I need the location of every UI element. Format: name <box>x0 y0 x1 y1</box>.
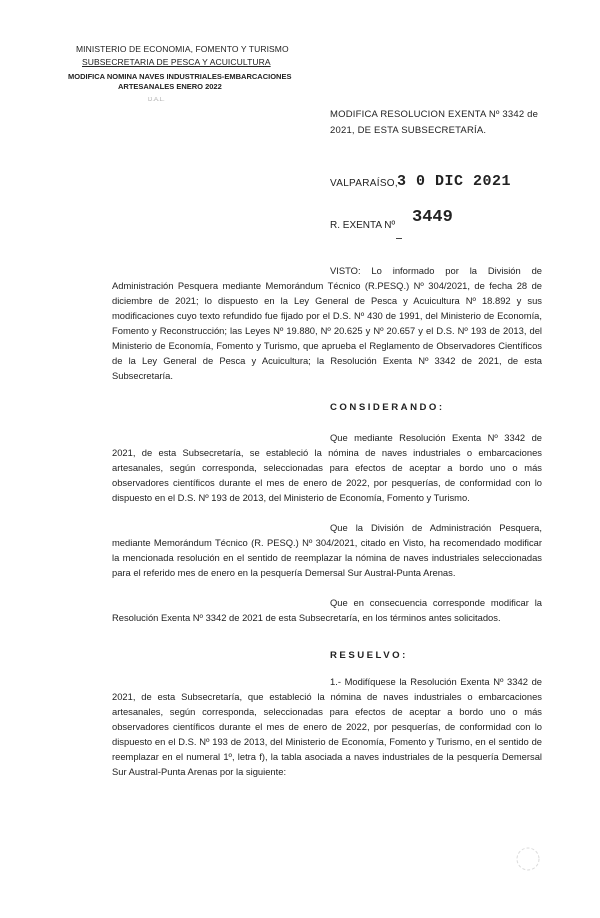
considerando-heading: CONSIDERANDO: <box>330 402 445 413</box>
ministry-name: MINISTERIO DE ECONOMIA, FOMENTO Y TURISMO <box>76 44 289 54</box>
considerando-paragraph-2: Que la División de Administración Pesquera, mediante Memorándum Técnico (R. PESQ.) Nº 304/2021, citado en Visto, ha recomendado modificar la mencionada resolución en el sentido de reemplazar la nómina de naves industriales seleccionadas para el referido mes de enero en la pesquería Demersal Sur Austral-Punta Arenas. <box>112 522 542 578</box>
considerando-paragraph-3: Que en consecuencia corresponde modificar la Resolución Exenta Nº 3342 de 2021 de esta Subsecretaría, en los términos antes solicitados. <box>112 597 542 623</box>
document-title <box>330 107 560 139</box>
subsecretaria-name: SUBSECRETARIA DE PESCA Y ACUICULTURA <box>82 57 271 67</box>
considerando-paragraph-1: Que mediante Resolución Exenta Nº 3342 de 2021, de esta Subsecretaría, se estableció la nómina de naves industriales o embarcaciones artesanales, según corresponda, seleccionadas para efectos de aceptar a bordo uno o más observadores científicos durante el mes de enero de 2022, por pesquerías, de conformidad con lo dispuesto en el D.S. Nº 193 de 2013, del Ministerio de Economía, Fomento y Turismo. <box>112 432 542 503</box>
resuelvo-paragraph-1: 1.- Modifíquese la Resolución Exenta Nº 3342 de 2021, de esta Subsecretaría, que estableció la nómina de naves industriales o embarcaciones artesanales, según corresponda, seleccionadas para efectos de aceptar a bordo uno o más observadores científicos durante el mes de enero de 2022, por pesquerías, de conformidad con lo dispuesto en el D.S. Nº 193 de 2013, del Ministerio de Economía, Fomento y Turismo, en el sentido de reemplazar en el numeral 1º, letra f), la tabla asociada a naves industriales de la pesquería Demersal Sur Austral-Punta Arenas por la siguiente: <box>112 676 542 777</box>
subject-line-2: ARTESANALES ENERO 2022 <box>118 82 222 91</box>
corner-mark-icon <box>514 845 542 873</box>
resuelvo-heading: RESUELVO: <box>330 650 408 661</box>
resolution-dash <box>396 238 402 239</box>
title-line-2: 2021, DE ESTA SUBSECRETARÍA. <box>330 125 487 136</box>
considerando-section <box>112 430 542 625</box>
visto-section <box>112 263 542 383</box>
subject-line-1: MODIFICA NOMINA NAVES INDUSTRIALES-EMBARCACIONES <box>68 72 292 81</box>
date-stamp: 3 0 DIC 2021 <box>397 173 512 190</box>
place-label: VALPARAÍSO, <box>330 178 398 189</box>
resuelvo-section <box>112 674 542 779</box>
stamp-line-1: D.A.L. <box>148 97 165 103</box>
resolution-label: R. EXENTA Nº <box>330 220 396 231</box>
faded-stamp <box>148 96 204 130</box>
visto-paragraph: VISTO: Lo informado por la División de Administración Pesquera mediante Memorándum Técnico (R.PESQ.) Nº 304/2021, de fecha 28 de diciembre de 2021; lo dispuesto en la Ley General de Pesca y Acuicultura Nº 18.892 y sus modificaciones cuyo texto refundido fue fijado por el D.S. Nº 430 de 1991, del Ministerio de Economía, Fomento y Reconstrucción; las Leyes Nº 19.880, Nº 20.625 y Nº 20.657 y el D.S. Nº 193 de 2013, del Ministerio de Economía, Fomento y Turismo, que aprueba el Reglamento de Observadores Científicos de la Ley General de Pesca y Acuicultura; la Resolución Exenta Nº 3342 de 2021, de esta Subsecretaría. <box>112 265 542 381</box>
title-line-1: MODIFICA RESOLUCION EXENTA Nº 3342 de <box>330 109 539 120</box>
resolution-number: 3449 <box>412 208 453 227</box>
